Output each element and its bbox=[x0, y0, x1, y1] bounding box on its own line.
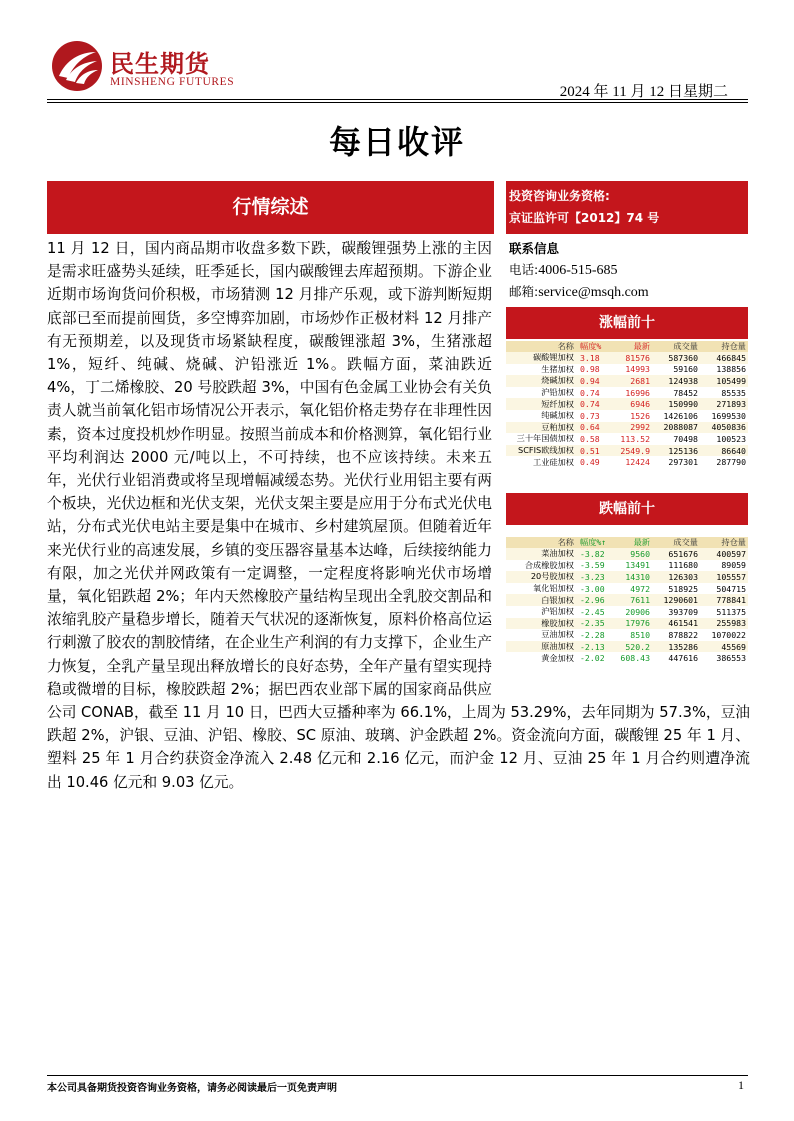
cell-volume: 125136 bbox=[652, 445, 700, 457]
cell-open-interest: 1070022 bbox=[711, 629, 746, 640]
cell-open-interest: 85535 bbox=[721, 387, 746, 398]
gainers-table-body bbox=[506, 352, 748, 468]
cell-change-pct: -2.35 bbox=[576, 618, 616, 630]
cell-change-pct: -2.96 bbox=[576, 594, 616, 606]
cell-last-price: 17976 bbox=[616, 618, 652, 630]
cell-last-price: 6946 bbox=[616, 398, 652, 410]
table-row bbox=[506, 398, 748, 410]
cell-open-interest: 400597 bbox=[700, 548, 748, 560]
cell-name: 碳酸锂加权 bbox=[506, 352, 576, 364]
cell-change-pct: -3.00 bbox=[580, 583, 605, 594]
cell-volume: 124938 bbox=[652, 375, 700, 387]
losers-table-body bbox=[506, 548, 748, 664]
cell-volume: 135286 bbox=[652, 641, 700, 653]
cell-name: 合成橡胶加权 bbox=[524, 559, 574, 570]
table-row bbox=[506, 583, 748, 595]
column-header-name: 名称 bbox=[506, 537, 576, 548]
header-rule-secondary bbox=[47, 102, 748, 103]
table-row bbox=[506, 433, 748, 445]
cell-name: SCFIS欧线加权 bbox=[506, 445, 576, 457]
cell-volume: 587360 bbox=[652, 352, 700, 364]
cell-open-interest: 271893 bbox=[700, 398, 748, 410]
cell-name: 生猪加权 bbox=[541, 363, 574, 374]
cell-open-interest: 511375 bbox=[716, 606, 746, 617]
table-row bbox=[506, 641, 748, 653]
table-row bbox=[506, 445, 748, 457]
cell-volume: 1426106 bbox=[663, 410, 698, 421]
cell-change-pct: -2.28 bbox=[580, 629, 605, 640]
cell-last-price: 1526 bbox=[630, 410, 650, 421]
table-row bbox=[506, 456, 748, 468]
license-number: 京证监许可【2012】74 号 bbox=[509, 211, 660, 225]
cell-name: 沪铅加权 bbox=[541, 387, 574, 398]
cell-name: 豆油加权 bbox=[541, 629, 574, 640]
cell-last-price: 14310 bbox=[616, 571, 652, 583]
cell-open-interest: 89059 bbox=[721, 560, 746, 571]
cell-name: 烧碱加权 bbox=[506, 375, 576, 387]
cell-change-pct: 0.74 bbox=[580, 387, 600, 398]
column-header-volume: 成交量 bbox=[652, 341, 700, 352]
table-row bbox=[506, 548, 748, 560]
cell-volume: 393709 bbox=[668, 606, 698, 617]
cell-open-interest: 86640 bbox=[700, 445, 748, 457]
cell-name: 20号胶加权 bbox=[506, 571, 576, 583]
cell-volume: 1290601 bbox=[652, 594, 700, 606]
brand-logo bbox=[50, 40, 250, 92]
cell-last-price: 4972 bbox=[630, 583, 650, 594]
cell-last-price: 520.2 bbox=[616, 641, 652, 653]
cell-volume: 651676 bbox=[652, 548, 700, 560]
cell-open-interest: 504715 bbox=[716, 583, 746, 594]
page-number: 1 bbox=[738, 1078, 744, 1092]
cell-last-price: 13491 bbox=[625, 560, 650, 571]
table-header-row bbox=[506, 537, 748, 548]
phone-label: 电话: bbox=[509, 262, 539, 277]
table-row bbox=[506, 652, 748, 664]
cell-name: 沪铝加权 bbox=[541, 606, 574, 617]
cell-change-pct: -3.23 bbox=[576, 571, 616, 583]
section-title: 行情综述 bbox=[47, 181, 494, 234]
table-row bbox=[506, 387, 748, 399]
column-header-open-interest: 持仓量 bbox=[700, 537, 748, 548]
column-header-change-pct: 幅度% bbox=[576, 341, 616, 352]
cell-name: 纯碱加权 bbox=[541, 410, 574, 421]
cell-volume: 447616 bbox=[668, 653, 698, 664]
cell-open-interest: 466845 bbox=[700, 352, 748, 364]
table-row bbox=[506, 606, 748, 618]
cell-last-price: 81576 bbox=[616, 352, 652, 364]
cell-last-price: 8510 bbox=[630, 629, 650, 640]
cell-volume: 297301 bbox=[668, 457, 698, 468]
email-address[interactable]: service@msqh.com bbox=[538, 285, 649, 300]
cell-last-price: 113.52 bbox=[620, 433, 650, 444]
cell-volume: 150990 bbox=[652, 398, 700, 410]
cell-change-pct: 0.98 bbox=[580, 364, 600, 375]
cell-change-pct: -2.13 bbox=[576, 641, 616, 653]
table-row bbox=[506, 364, 748, 376]
cell-change-pct: -3.82 bbox=[576, 548, 616, 560]
cell-change-pct: 3.18 bbox=[576, 352, 616, 364]
contact-heading: 联系信息 bbox=[509, 241, 560, 256]
cell-open-interest: 105499 bbox=[700, 375, 748, 387]
cell-volume: 2088087 bbox=[652, 422, 700, 434]
email-label: 邮箱: bbox=[509, 284, 539, 299]
table-row bbox=[506, 410, 748, 422]
cell-last-price: 2992 bbox=[616, 422, 652, 434]
cell-name: 橡胶加权 bbox=[506, 618, 576, 630]
report-date: 2024 年 11 月 12 日星期二 bbox=[559, 84, 728, 100]
table-row bbox=[506, 571, 748, 583]
cell-open-interest: 100523 bbox=[716, 433, 746, 444]
cell-last-price: 14993 bbox=[625, 364, 650, 375]
column-header-last-price: 最新 bbox=[616, 341, 652, 352]
column-header-volume: 成交量 bbox=[652, 537, 700, 548]
brand-name-en: MINSHENG FUTURES bbox=[110, 76, 235, 88]
gainers-table bbox=[506, 341, 748, 468]
cell-volume: 461541 bbox=[652, 618, 700, 630]
column-header-open-interest: 持仓量 bbox=[700, 341, 748, 352]
table-row bbox=[506, 422, 748, 434]
cell-name: 原油加权 bbox=[506, 641, 576, 653]
phone-number: 4006-515-685 bbox=[538, 263, 618, 278]
cell-open-interest: 45569 bbox=[700, 641, 748, 653]
qualification-line: 投资咨询业务资格: bbox=[509, 189, 610, 203]
cell-open-interest: 1699530 bbox=[711, 410, 746, 421]
losers-title: 跌幅前十 bbox=[506, 493, 748, 525]
footer-disclaimer: 本公司具备期货投资咨询业务资格，请务必阅读最后一页免责声明 bbox=[47, 1083, 337, 1094]
header-rule bbox=[47, 99, 748, 100]
cell-last-price: 16996 bbox=[625, 387, 650, 398]
footer-rule bbox=[47, 1075, 748, 1076]
cell-name: 豆粕加权 bbox=[506, 422, 576, 434]
cell-name: 氧化铝加权 bbox=[533, 583, 574, 594]
cell-open-interest: 386553 bbox=[716, 653, 746, 664]
cell-change-pct: 0.51 bbox=[576, 445, 616, 457]
cell-last-price: 7611 bbox=[616, 594, 652, 606]
cell-last-price: 2681 bbox=[616, 375, 652, 387]
cell-open-interest: 105557 bbox=[700, 571, 748, 583]
cell-open-interest: 138856 bbox=[716, 364, 746, 375]
cell-change-pct: 0.58 bbox=[580, 433, 600, 444]
cell-name: 短纤加权 bbox=[506, 398, 576, 410]
cell-open-interest: 255983 bbox=[700, 618, 748, 630]
cell-volume: 111680 bbox=[668, 560, 698, 571]
cell-volume: 78452 bbox=[673, 387, 698, 398]
column-header-name: 名称 bbox=[506, 341, 576, 352]
cell-volume: 70498 bbox=[673, 433, 698, 444]
cell-change-pct: 0.74 bbox=[576, 398, 616, 410]
cell-name: 菜油加权 bbox=[506, 548, 576, 560]
cell-last-price: 2549.9 bbox=[616, 445, 652, 457]
table-row bbox=[506, 618, 748, 630]
cell-change-pct: 0.73 bbox=[580, 410, 600, 421]
cell-last-price: 608.43 bbox=[620, 653, 650, 664]
losers-table bbox=[506, 537, 748, 664]
cell-last-price: 20906 bbox=[625, 606, 650, 617]
table-row bbox=[506, 352, 748, 364]
cell-change-pct: -2.45 bbox=[580, 606, 605, 617]
table-row bbox=[506, 560, 748, 572]
cell-name: 黄金加权 bbox=[541, 652, 574, 663]
column-header-last-price: 最新 bbox=[616, 537, 652, 548]
cell-last-price: 12424 bbox=[625, 457, 650, 468]
cell-volume: 59160 bbox=[673, 364, 698, 375]
cell-change-pct: 0.94 bbox=[576, 375, 616, 387]
table-row bbox=[506, 375, 748, 387]
page-title: 每日收评 bbox=[328, 123, 465, 161]
cell-change-pct: 0.49 bbox=[580, 457, 600, 468]
cell-change-pct: 0.64 bbox=[576, 422, 616, 434]
cell-name: 白银加权 bbox=[506, 594, 576, 606]
cell-name: 工业硅加权 bbox=[533, 456, 574, 467]
cell-change-pct: -2.02 bbox=[580, 653, 605, 664]
table-row bbox=[506, 594, 748, 606]
qualification-box bbox=[506, 181, 748, 234]
table-row bbox=[506, 629, 748, 641]
cell-name: 三十年国债加权 bbox=[516, 433, 574, 444]
column-header-change-pct: 幅度%↑ bbox=[576, 537, 616, 548]
cell-volume: 126303 bbox=[652, 571, 700, 583]
cell-volume: 878822 bbox=[668, 629, 698, 640]
cell-open-interest: 287790 bbox=[716, 457, 746, 468]
cell-change-pct: -3.59 bbox=[580, 560, 605, 571]
gainers-title: 涨幅前十 bbox=[506, 307, 748, 339]
cell-volume: 518925 bbox=[668, 583, 698, 594]
cell-last-price: 9560 bbox=[616, 548, 652, 560]
cell-open-interest: 778841 bbox=[700, 594, 748, 606]
brand-name-cn: 民生期货 bbox=[110, 50, 210, 78]
table-header-row bbox=[506, 341, 748, 352]
cell-open-interest: 4050836 bbox=[700, 422, 748, 434]
market-summary-text: 11 月 12 日，国内商品期市收盘多数下跌，碳酸锂强势上涨的主因是需求旺盛势头延续，旺季延长，国内碳酸锂去库超预期。下游企业近期市场询货问价积极，市场猜测 12 月排产乐观，或下游判断短期底部已至而提前囤货，多空博弈加剧，市场炒作正极材料 12 月排产有无预期差，以及现货市场紧缺程度，碳酸锂涨超 3%，生猪涨超 1%，短纤、纯碱、烧碱、沪铅涨近 1%。跌幅方面，菜油跌近 4%，丁二烯橡胶、20 号胶跌超 3%，中国有色金属工业协会有关负责人就当前氧化铝市场情况公开表示，氧化铝价格走势存在非理性因素，资本过度投机炒作明显。按照当前成本和价格测算，氧化铝行业平均利润达 2000 元/吨以上，不可持续，也不应该持续。未来五年，光伏行业铝消费或将呈现增幅减缓态势。光伏行业用铝主要有两个板块，光伏边框和光伏支架，光伏支架主要是应用于分布式光伏电站，分布式光伏电站主要是集中在城市、乡村建筑屋顶。但随着近年来光伏行业的高速发展，乡镇的变压器容量基本达峰，后续接纳能力有限，加之光伏并网政策有一定调整，一定程度将影响光伏市场增量，氧化铝跌超 2%；年内天然橡胶产量结构呈现出全乳胶交割品和浓缩乳胶产量稳步增长，随着天气状况的逐渐恢复，原料价格高位运行刺激了胶农的割胶情绪，在企业生产利润的有力支撑下，企业生产力恢复，全乳产量呈现出释放增长的良好态势，全年产量有望实现持稳或微增的目标，橡胶跌超 2%；据巴西农业部下属的国家商品供应公司 CONAB，截至 11 月 10 日，巴西大豆播种率为 66.1%，上周为 53.29%，去年同期为 57.3%，豆油跌超 2%，沪银、豆油、沪铝、橡胶、SC 原油、玻璃、沪金跌超 2%。资金流向方面，碳酸锂 25 年 1 月、塑料 25 年 1 月合约获资金净流入 2.48 亿元和 2.16 亿元，而沪金 12 月、豆油 25 年 1 月合约则遭净流出 10.46 亿元和 9.03 亿元。 bbox=[47, 240, 750, 791]
minsheng-logo-icon bbox=[50, 40, 104, 92]
